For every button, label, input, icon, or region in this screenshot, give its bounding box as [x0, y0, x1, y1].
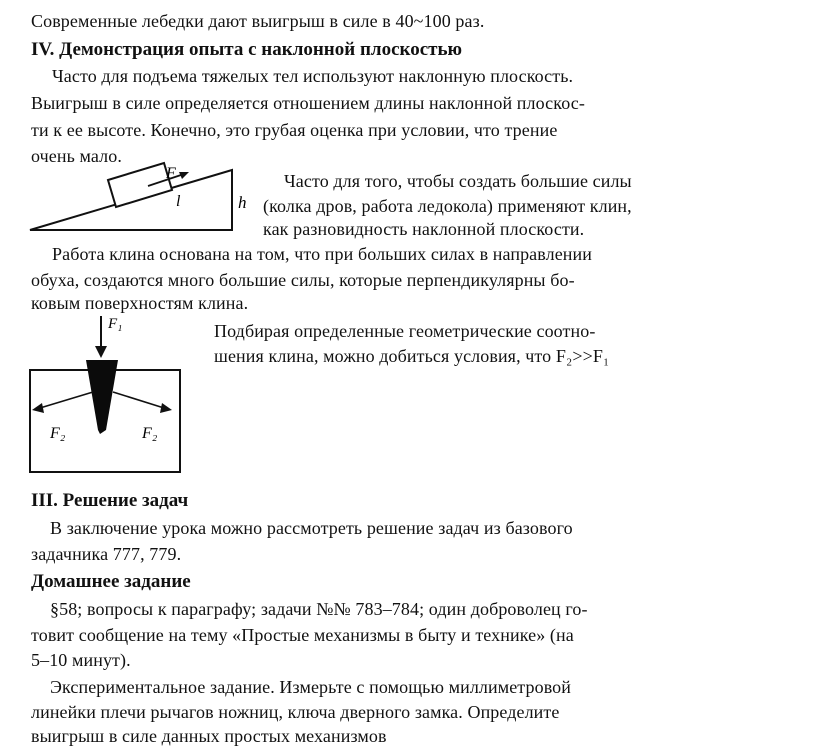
section-4-heading: IV. Демонстрация опыта с наклонной плоскостью: [31, 39, 463, 60]
section-3-heading: III. Решение задач: [31, 490, 189, 511]
homework-para2-line2: линейки плечи рычагов ножниц, ключа дверного замка. Определите: [31, 702, 560, 722]
homework-para1-line3: 5–10 минут).: [31, 650, 131, 670]
left-force-arrowhead: [32, 403, 44, 413]
section-4-para3-line1: Работа клина основана на том, что при больших силах в направлении: [52, 244, 593, 264]
homework-para1-line2: товит сообщение на тему «Простые механизмы в быту и технике» (на: [31, 625, 574, 645]
inclined-plane-diagram: [26, 156, 256, 236]
force-label: F: [166, 165, 176, 182]
section-4-para2-line3: как разновидность наклонной плоскости.: [263, 219, 585, 239]
wedge: [86, 360, 118, 434]
section-4-para2-line2: (колка дров, работа ледокола) применяют клин,: [263, 196, 632, 216]
force-arrowhead: [179, 172, 189, 179]
homework-heading: Домашнее задание: [31, 571, 191, 592]
right-force-arrowhead: [160, 403, 172, 413]
left-force-arrow: [40, 392, 93, 408]
homework-para1-line1: §58; вопросы к параграфу; задачи №№ 783–784; один доброволец го-: [50, 599, 588, 619]
section-4-para1-line3: ти к ее высоте. Конечно, это грубая оценка при условии, что трение: [31, 120, 558, 140]
top-force-label: F₁: [108, 316, 123, 332]
intro-line: Современные лебедки дают выигрыш в силе в 40~100 раз.: [31, 11, 485, 31]
section-4-para2-line1: Часто для того, чтобы создать большие силы: [284, 171, 632, 191]
section-4-para3-line3: ковым поверхностям клина.: [31, 293, 249, 313]
length-label: l: [176, 193, 181, 210]
top-force-arrowhead: [95, 346, 107, 358]
section-4-para3-line2: обуха, создаются много большие силы, которые перпендикулярны бо-: [31, 270, 575, 290]
section-4-para4-line1: Подбирая определенные геометрические соотно-: [214, 321, 596, 341]
right-force-arrow: [113, 392, 164, 408]
section-4-para1-line4: очень мало.: [31, 146, 122, 166]
section-4-para1-line2: Выигрыш в силе определяется отношением длины наклонной плоскос-: [31, 93, 585, 113]
wedge-diagram: [26, 306, 186, 478]
homework-para2-line3: выигрыш в силе данных простых механизмов: [31, 726, 387, 746]
section-4-para4-line2: шения клина, можно добиться условия, что F₂>>F₁: [214, 346, 610, 366]
section-4-para1-line1: Часто для подъема тяжелых тел используют наклонную плоскость.: [52, 66, 574, 86]
right-force-label: F₂: [142, 425, 158, 442]
left-force-label: F₂: [50, 425, 66, 442]
homework-para2-line1: Экспериментальное задание. Измерьте с помощью миллиметровой: [50, 677, 572, 697]
block: [108, 163, 172, 207]
section-3-para-line2: задачника 777, 779.: [31, 544, 182, 564]
height-label: h: [238, 193, 247, 212]
section-3-para-line1: В заключение урока можно рассмотреть решение задач из базового: [50, 518, 573, 538]
